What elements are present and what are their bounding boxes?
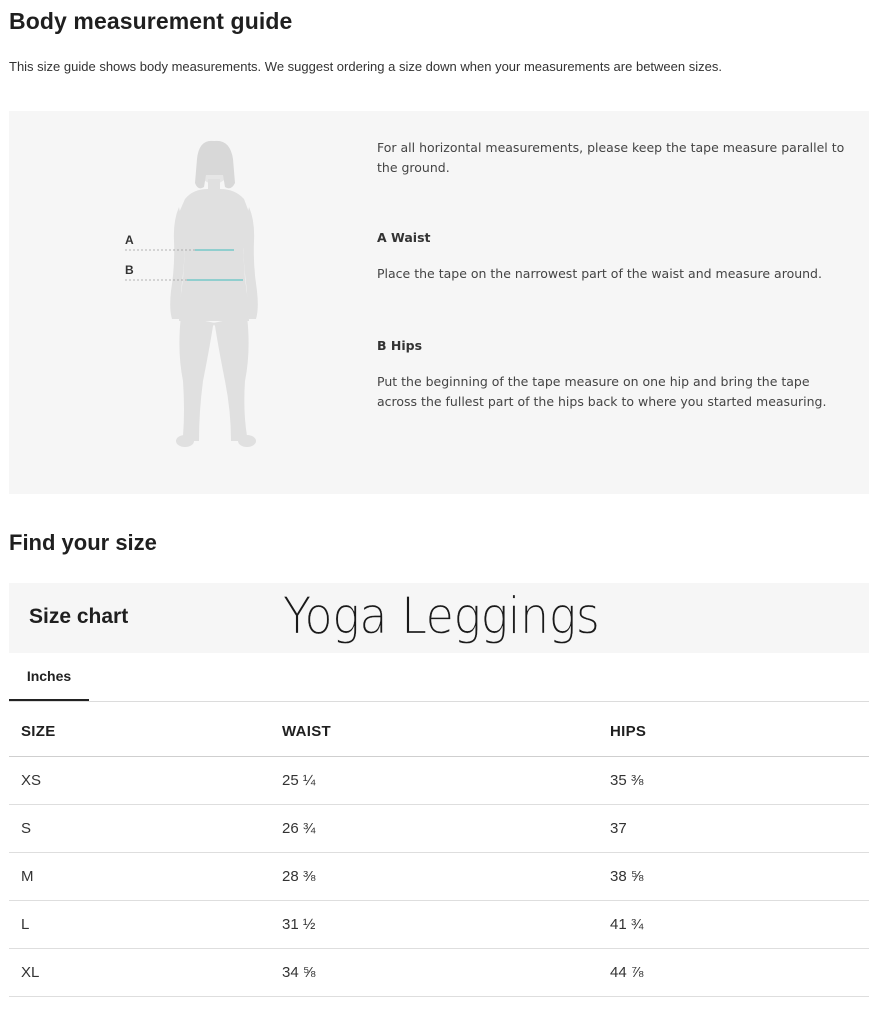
size-cell: XL [9,949,282,997]
marker-b-label: B [125,263,134,277]
waist-heading: A Waist [377,230,431,245]
intro-text: This size guide shows body measurements. We suggest ordering a size down when your measurements are between sizes. [9,59,722,74]
column-header-size: SIZE [9,706,282,757]
table-row [9,901,869,949]
measurement-guide-panel [9,111,869,494]
horizontal-tip: For all horizontal measurements, please keep the tape measure parallel to the ground. [377,140,845,175]
body-silhouette-icon [9,111,369,494]
size-cell: XS [9,757,282,805]
column-header-hips: HIPS [610,706,869,757]
product-name: Yoga Leggings [283,587,600,645]
waist-cell: 31 ½ [282,901,610,949]
size-cell: L [9,901,282,949]
unit-tabs [9,653,869,702]
hips-cell: 38 ⅝ [610,853,869,901]
waist-description: Place the tape on the narrowest part of the waist and measure around. [377,266,822,281]
size-chart-title: Size chart [29,605,129,628]
table-header-row [9,706,869,757]
table-row [9,805,869,853]
table-row [9,757,869,805]
waist-cell: 26 ¾ [282,805,610,853]
hips-cell: 35 ⅜ [610,757,869,805]
size-chart-header [9,583,869,653]
hips-heading: B Hips [377,338,423,353]
size-table [9,706,869,997]
waist-cell: 25 ¼ [282,757,610,805]
column-header-waist: WAIST [282,706,610,757]
find-size-title: Find your size [9,530,157,555]
tab-inches[interactable]: Inches [9,653,89,701]
table-row [9,853,869,901]
size-cell: S [9,805,282,853]
table-row [9,949,869,997]
hips-description: Put the beginning of the tape measure on one hip and bring the tape across the fullest part of the hips back to where you started measuring. [377,374,827,409]
hips-cell: 44 ⅞ [610,949,869,997]
waist-cell: 34 ⅝ [282,949,610,997]
body-figure [9,111,369,494]
hips-cell: 37 [610,805,869,853]
size-cell: M [9,853,282,901]
marker-a-label: A [125,233,134,247]
waist-cell: 28 ⅜ [282,853,610,901]
page-title: Body measurement guide [9,8,293,34]
hips-cell: 41 ¾ [610,901,869,949]
